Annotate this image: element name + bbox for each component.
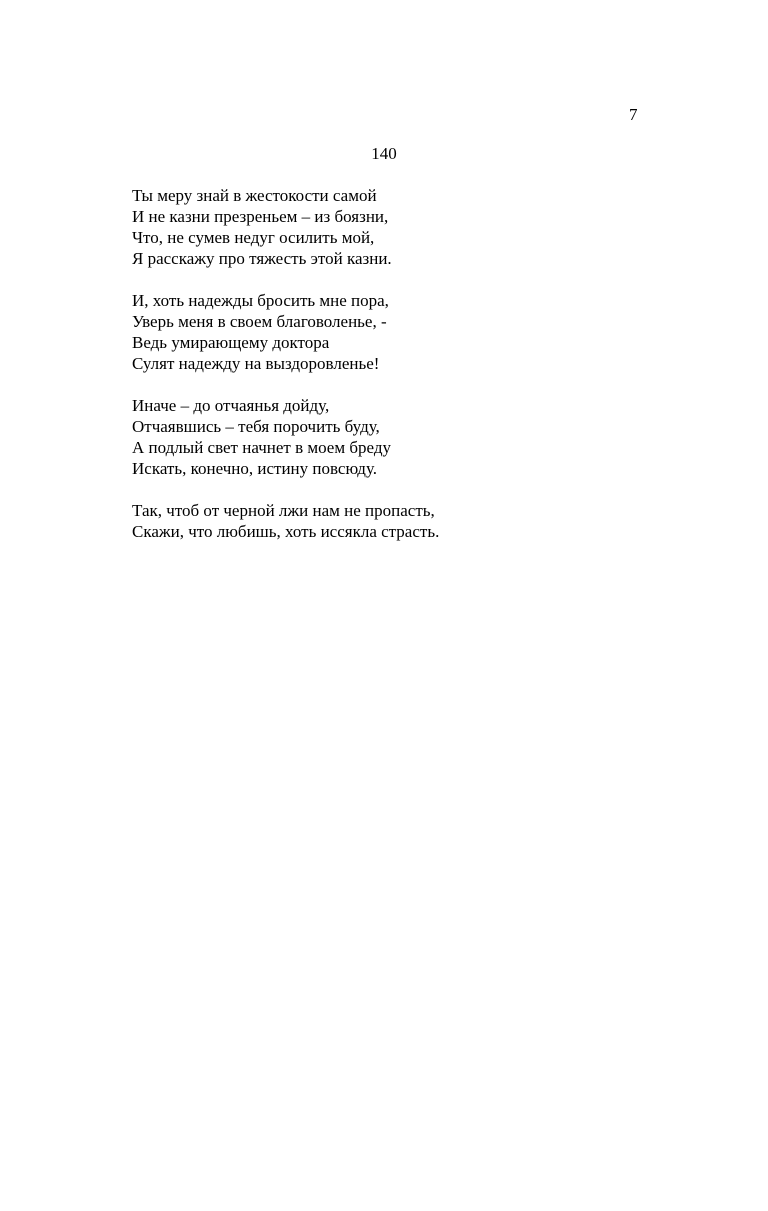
poem-line: Уверь меня в своем благоволенье, - — [132, 312, 387, 331]
poem-line: Я расскажу про тяжесть этой казни. — [132, 249, 392, 268]
stanza-3 — [132, 395, 692, 479]
stanza-2 — [132, 290, 692, 374]
page-number: 7 — [629, 105, 638, 124]
poem-line: Скажи, что любишь, хоть иссякла страсть. — [132, 522, 440, 541]
poem-line: Отчаявшись – тебя порочить буду, — [132, 417, 380, 436]
poem-line: Что, не сумев недуг осилить мой, — [132, 228, 375, 247]
poem-number: 140 — [371, 144, 397, 163]
poem-line: Сулят надежду на выздоровленье! — [132, 354, 380, 373]
poem-line: И не казни презреньем – из боязни, — [132, 207, 389, 226]
poem-line: Иначе – до отчаянья дойду, — [132, 396, 330, 415]
poem-line: И, хоть надежды бросить мне пора, — [132, 291, 389, 310]
poem-body — [132, 185, 692, 563]
poem-line: А подлый свет начнет в моем бреду — [132, 438, 391, 457]
poem-line: Ведь умирающему доктора — [132, 333, 330, 352]
poem-line: Так, чтоб от черной лжи нам не пропасть, — [132, 501, 435, 520]
poem-line: Ты меру знай в жестокости самой — [132, 186, 377, 205]
stanza-4 — [132, 500, 692, 542]
poem-line: Искать, конечно, истину повсюду. — [132, 459, 377, 478]
stanza-1 — [132, 185, 692, 269]
